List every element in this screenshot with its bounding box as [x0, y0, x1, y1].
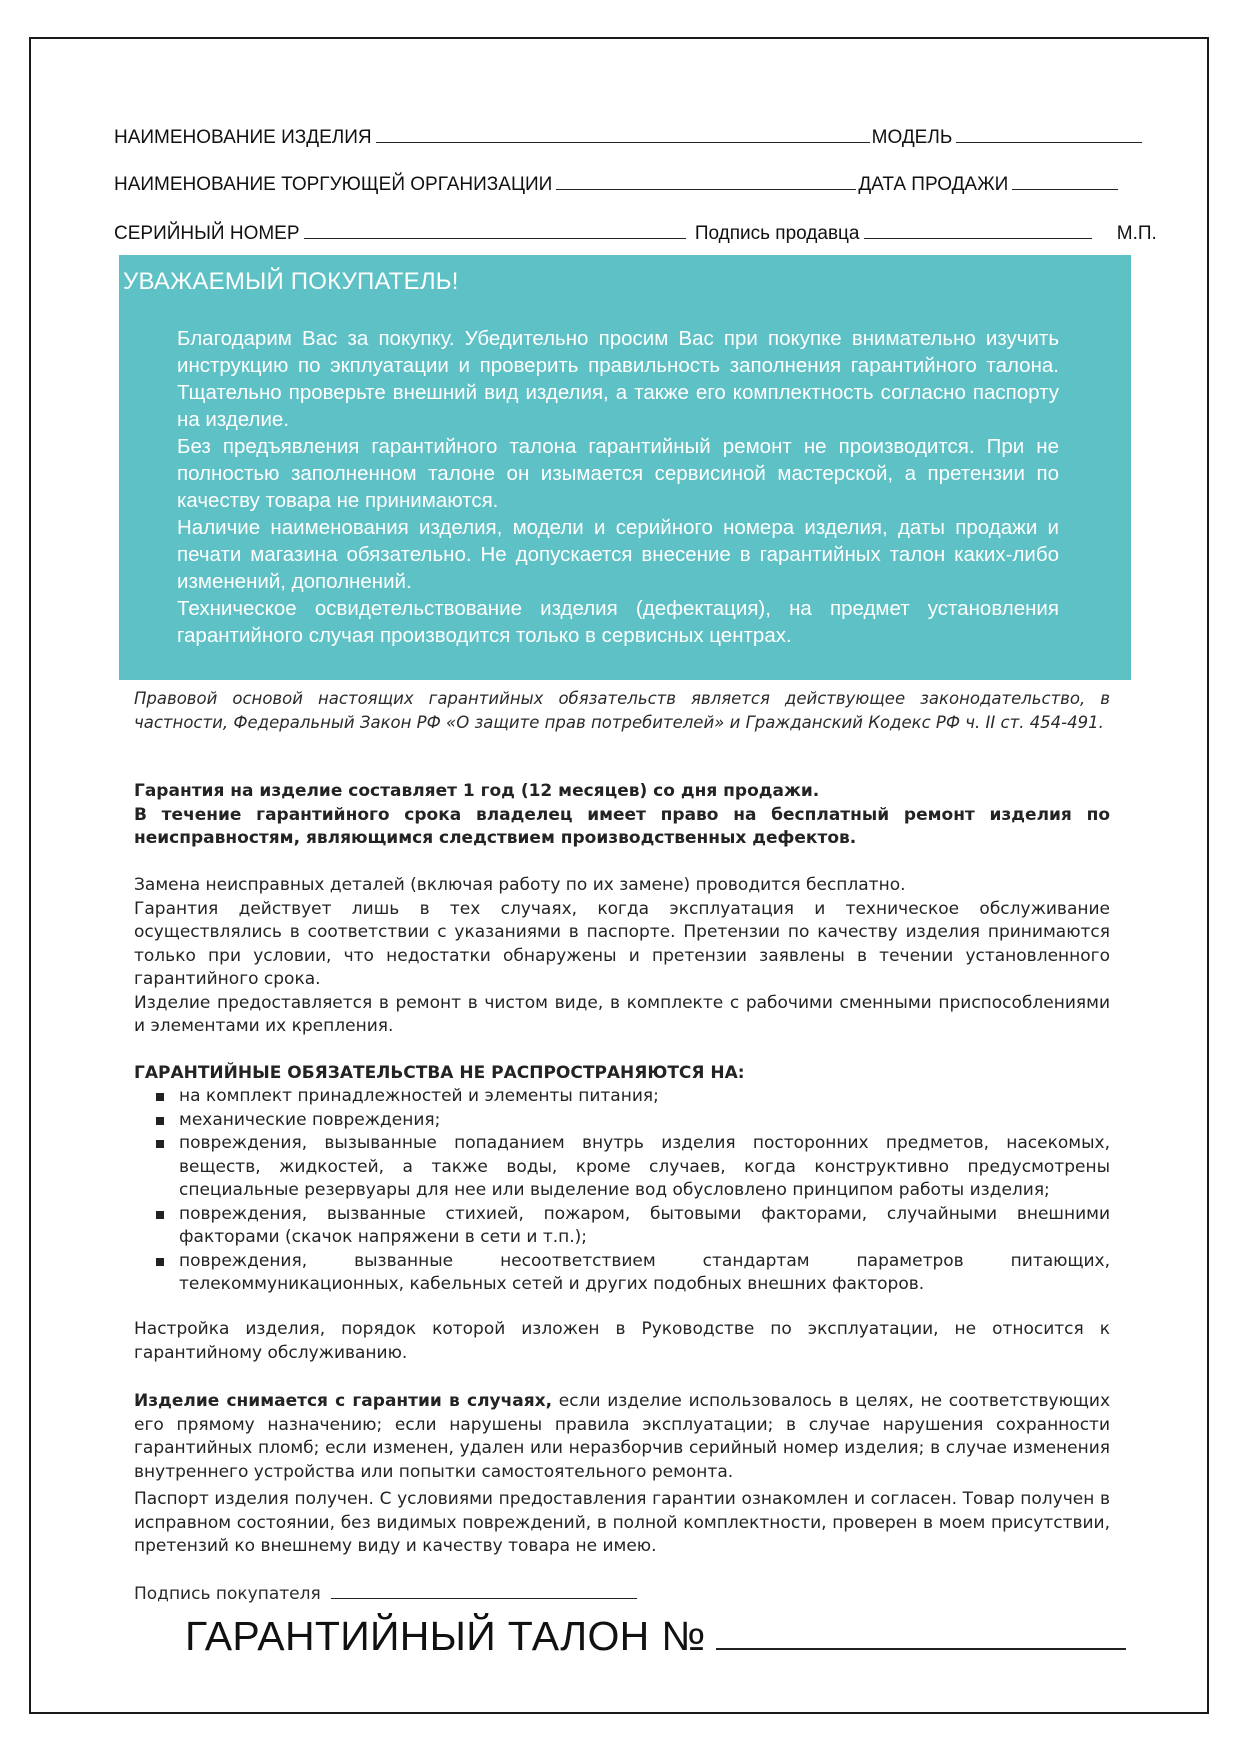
exclusion-text: повреждения, вызванные несоответствием стандартам параметров питающих, телекоммуникационных, кабельных сетей и других подобных внешних факторов.: [179, 1250, 1110, 1294]
serial-field[interactable]: [304, 220, 686, 239]
panel-paragraph: Техническое освидетельствование изделия (дефектация), на предмет установления гарантийного случая производится только в сервисных центрах.: [177, 597, 1059, 647]
list-item: [134, 1085, 1110, 1109]
panel-paragraph: Наличие наименования изделия, модели и серийного номера изделия, даты продажи и печати магазина обязательно. Не допускается внесение в гарантийных талон каких-либо изменений, дополнений.: [177, 516, 1059, 593]
product-row: [114, 124, 1144, 149]
warranty-coupon-title: ГАРАНТИЙНЫЙ ТАЛОН №: [185, 1613, 706, 1659]
warranty-term: Гарантия на изделие составляет 1 год (12 месяцев) со дня продажи.: [134, 781, 820, 801]
exclusions-title: ГАРАНТИЙНЫЕ ОБЯЗАТЕЛЬСТВА НЕ РАСПРОСТРАНЯЮТСЯ НА:: [134, 1063, 745, 1083]
org-label: НАИМЕНОВАНИЕ ТОРГУЮЩЕЙ ОРГАНИЗАЦИИ: [114, 174, 553, 195]
warranty-terms: [134, 780, 1110, 851]
repair-term: Гарантия действует лишь в тех случаях, когда эксплуатация и техническое обслуживание осуществлялись в соответствии с указаниями в паспорте. Претензии по качеству изделия принимаются только при условии, что недостатки обнаружены и претензии заявлены в течении установленного гарантийного срока.: [134, 898, 1110, 989]
exclusions-list: [134, 1085, 1110, 1297]
removal-conditions: [134, 1390, 1110, 1484]
warranty-term: В течение гарантийного срока владелец имеет право на бесплатный ремонт изделия по неисправностям, являющимся следствием производственных дефектов.: [134, 804, 1110, 848]
buyer-sign-row: [134, 1581, 639, 1604]
list-item: [134, 1203, 1110, 1250]
stamp-label: М.П.: [1116, 223, 1157, 244]
warranty-coupon-title-row: [185, 1608, 1128, 1660]
legal-basis: Правовой основой настоящих гарантийных обязательств является действующее законодательство, в частности, Федеральный Закон РФ «О защите прав потребителей» и Гражданский Кодекс РФ ч. II ст. 454-491.: [134, 689, 1110, 732]
exclusion-text: повреждения, вызыванные попаданием внутрь изделия посторонних предметов, насекомых, веществ, жидкостей, а также воды, кроме случаев, когда конструктивно предусмотрены специальные резервуары для нее или выделение вод обусловлено принципом работы изделия;: [179, 1133, 1110, 1200]
buyer-sign-label: Подпись покупателя: [134, 1584, 321, 1604]
bullet-icon: [156, 1093, 164, 1101]
repair-term: Замена неисправных деталей (включая работу по их замене) проводится бесплатно.: [134, 875, 906, 895]
serial-label: СЕРИЙНЫЙ НОМЕР: [114, 223, 300, 244]
panel-body: [177, 325, 1059, 649]
date-label: ДАТА ПРОДАЖИ: [858, 174, 1009, 195]
bullet-icon: [156, 1117, 164, 1125]
list-item: [134, 1250, 1110, 1297]
panel-title: УВАЖАЕМЫЙ ПОКУПАТЕЛЬ!: [123, 268, 459, 295]
list-item: [134, 1132, 1110, 1203]
list-item: [134, 1109, 1110, 1133]
repair-terms: [134, 874, 1110, 1039]
model-label: МОДЕЛЬ: [871, 127, 953, 148]
model-field[interactable]: [956, 124, 1142, 143]
date-field[interactable]: [1012, 171, 1118, 190]
org-row: [114, 171, 1120, 196]
buyer-sign-field[interactable]: [331, 1581, 637, 1599]
org-field[interactable]: [556, 171, 856, 190]
removal-paragraph: [134, 1390, 1110, 1484]
bullet-icon: [156, 1140, 164, 1148]
panel-paragraph: Благодарим Вас за покупку. Убедительно просим Вас при покупке внимательно изучить инструкцию по экплуатации и проверить правильность заполнения гарантийного талона. Тщательно проверьте внешний вид изделия, а также его комплектность согласно паспорту на изделие.: [177, 327, 1059, 431]
product-field[interactable]: [376, 124, 870, 143]
bullet-icon: [156, 1258, 164, 1266]
seller-sign-field[interactable]: [864, 220, 1092, 239]
exclusion-text: повреждения, вызванные стихией, пожаром, бытовыми факторами, случайными внешними факторами (скачок напряжени в сети и т.п.);: [179, 1203, 1110, 1247]
panel-paragraph: Без предъявления гарантийного талона гарантийный ремонт не производится. При не полностью заполненном талоне он изымается сервисиной мастерской, а претензии по качеству товара не принимаются.: [177, 435, 1059, 512]
repair-term: Изделие предоставляется в ремонт в чистом виде, в комплекте с рабочими сменными приспособлениями и элементами их крепления.: [134, 992, 1110, 1036]
removal-text: если изделие использовалось в целях, не соответствующих его прямому назначению; если нарушены правила эксплуатации; в случае нарушения сохранности гарантийных пломб; если изменен, удален или неразборчив серийный номер изделия; в случае изменения внутреннего устройства или попытки самостоятельного ремонта.: [134, 1391, 1111, 1482]
setup-note: Настройка изделия, порядок которой изложен в Руководстве по эксплуатации, не относится к гарантийному обслуживанию.: [134, 1319, 1110, 1363]
buyer-notice-panel: [119, 255, 1131, 680]
removal-bold: Изделие снимается с гарантии в случаях,: [134, 1391, 553, 1411]
serial-row: [114, 220, 1157, 245]
coupon-number-field[interactable]: [716, 1608, 1126, 1650]
product-label: НАИМЕНОВАНИЕ ИЗДЕЛИЯ: [114, 127, 372, 148]
seller-sign-label: Подпись продавца: [694, 223, 860, 244]
exclusion-text: на комплект принадлежностей и элементы питания;: [179, 1086, 659, 1106]
bullet-icon: [156, 1211, 164, 1219]
exclusion-text: механические повреждения;: [179, 1109, 441, 1130]
passport-note: Паспорт изделия получен. С условиями предоставления гарантии ознакомлен и согласен. Товар получен в исправном состоянии, без видимых повреждений, в полной комплектности, проверен в моем присутствии, претензий ко внешнему виду и качеству товара не имею.: [134, 1489, 1110, 1556]
